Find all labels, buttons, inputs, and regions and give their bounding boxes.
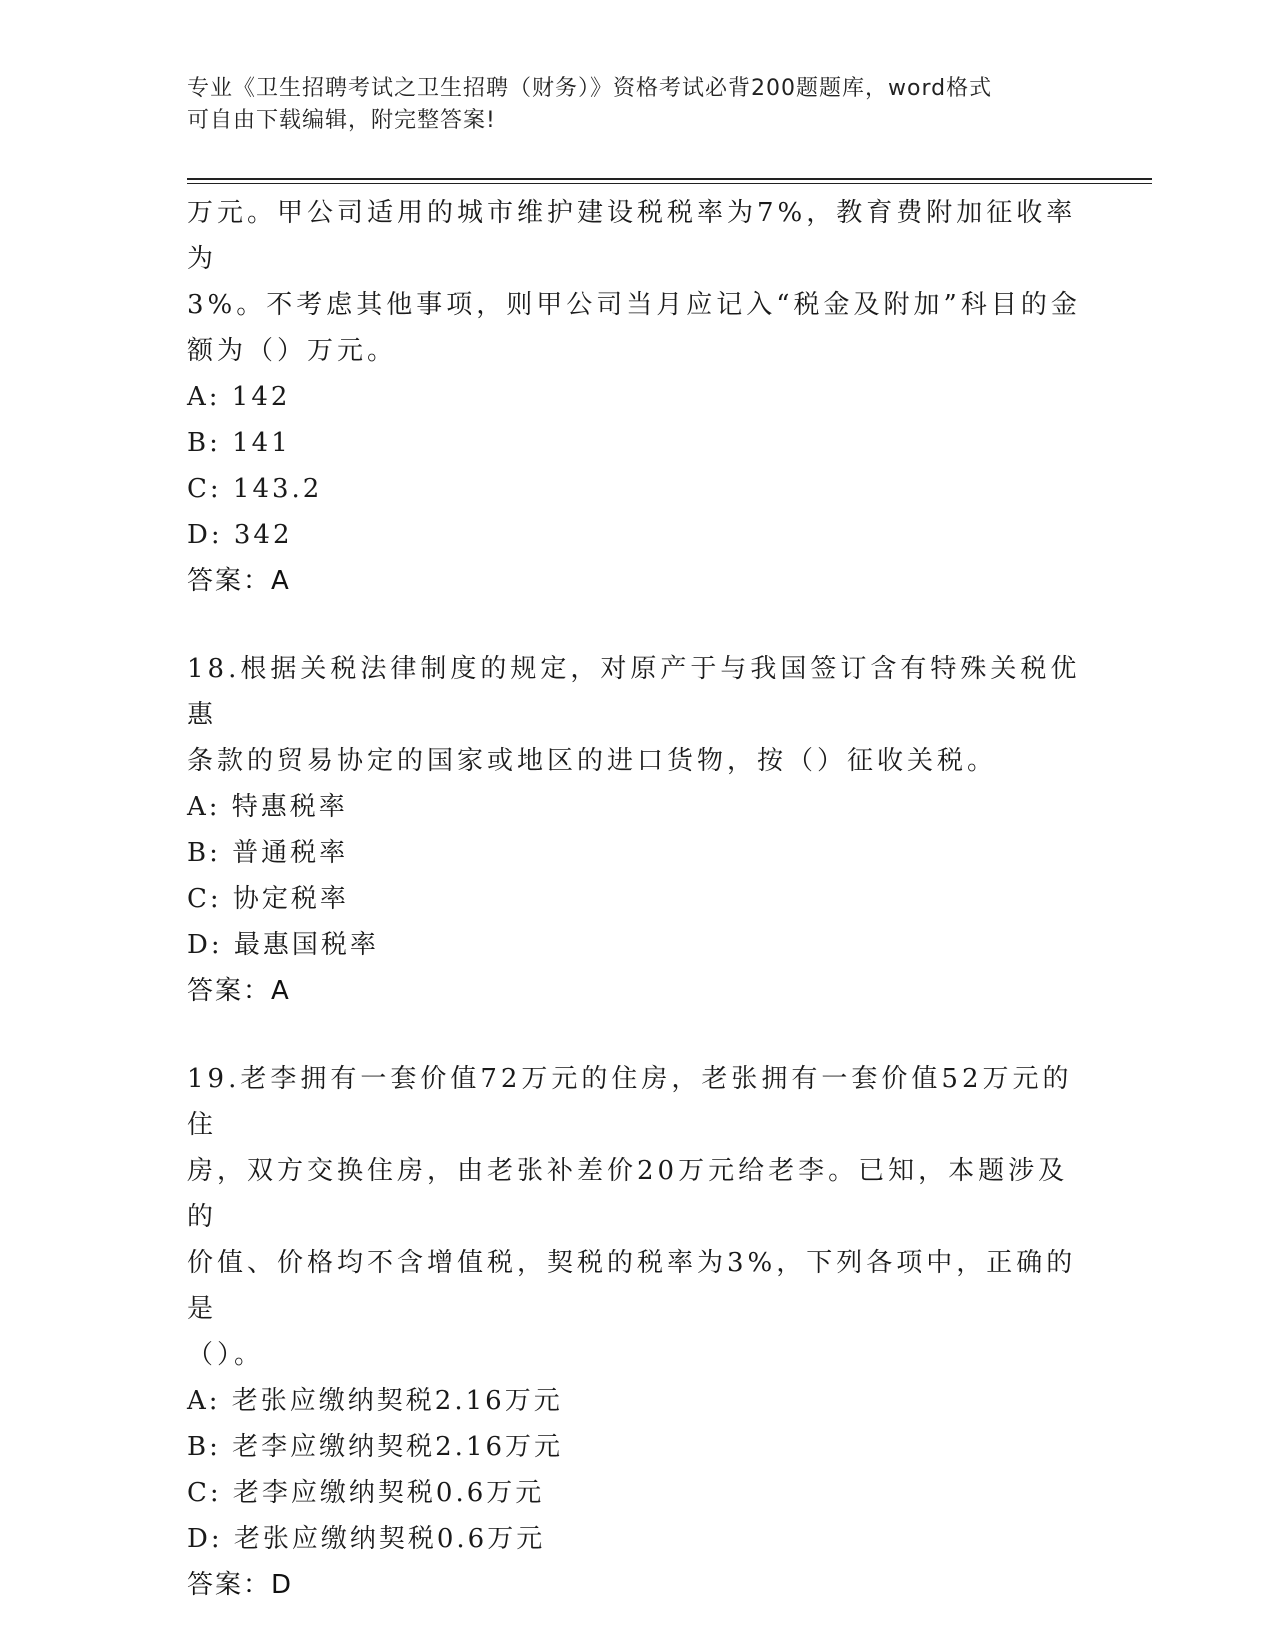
question-19-option-c: C: 老李应缴纳契税0.6万元: [187, 1478, 545, 1508]
question-17-option-c: C: 143.2: [187, 474, 323, 504]
document-header: [187, 73, 1067, 137]
header-divider-thin: [187, 183, 1152, 184]
question-19-line-1: 19.老李拥有一套价值72万元的住房，老张拥有一套价值52万元的住: [187, 1064, 1073, 1140]
question-19-option-a: A: 老张应缴纳契税2.16万元: [187, 1386, 563, 1416]
question-19: [187, 1056, 1087, 1608]
question-18-option-d: D: 最惠国税率: [187, 930, 379, 960]
question-19-line-3: 价值、价格均不含增值税，契税的税率为3%，下列各项中，正确的是: [187, 1248, 1077, 1324]
spacer: [187, 1014, 1087, 1056]
question-17-option-a: A: 142: [187, 382, 291, 412]
question-17-option-b: B: 141: [187, 428, 291, 458]
question-17-line-2: 3%。不考虑其他事项，则甲公司当月应记入“税金及附加”科目的金: [187, 290, 1081, 320]
question-19-option-b: B: 老李应缴纳契税2.16万元: [187, 1432, 564, 1462]
question-18-option-a: A: 特惠税率: [187, 792, 348, 822]
question-18-line-2: 条款的贸易协定的国家或地区的进口货物，按（）征收关税。: [187, 746, 998, 776]
question-list: [187, 190, 1087, 1608]
header-line-1: 专业《卫生招聘考试之卫生招聘（财务）》资格考试必背200题题库，word格式: [187, 76, 993, 101]
question-18: [187, 646, 1087, 1014]
question-17-answer: 答案：A: [187, 566, 291, 596]
header-line-2: 可自由下载编辑，附完整答案!: [187, 108, 496, 133]
question-17-option-d: D: 342: [187, 520, 293, 550]
header-divider-thick: [187, 178, 1152, 180]
spacer: [187, 604, 1087, 646]
question-17-line-3: 额为（）万元。: [187, 336, 398, 366]
question-19-line-4: （）。: [187, 1340, 265, 1370]
question-19-option-d: D: 老张应缴纳契税0.6万元: [187, 1524, 546, 1554]
question-18-line-1: 18.根据关税法律制度的规定，对原产于与我国签订含有特殊关税优惠: [187, 654, 1081, 730]
question-17-line-1: 万元。甲公司适用的城市维护建设税税率为7%，教育费附加征收率为: [187, 198, 1077, 274]
question-17: [187, 190, 1087, 604]
question-18-option-b: B: 普通税率: [187, 838, 349, 868]
question-18-answer: 答案：A: [187, 976, 291, 1006]
question-18-option-c: C: 协定税率: [187, 884, 349, 914]
question-19-answer: 答案：D: [187, 1570, 294, 1600]
question-19-line-2: 房，双方交换住房，由老张补差价20万元给老李。已知，本题涉及的: [187, 1156, 1069, 1232]
